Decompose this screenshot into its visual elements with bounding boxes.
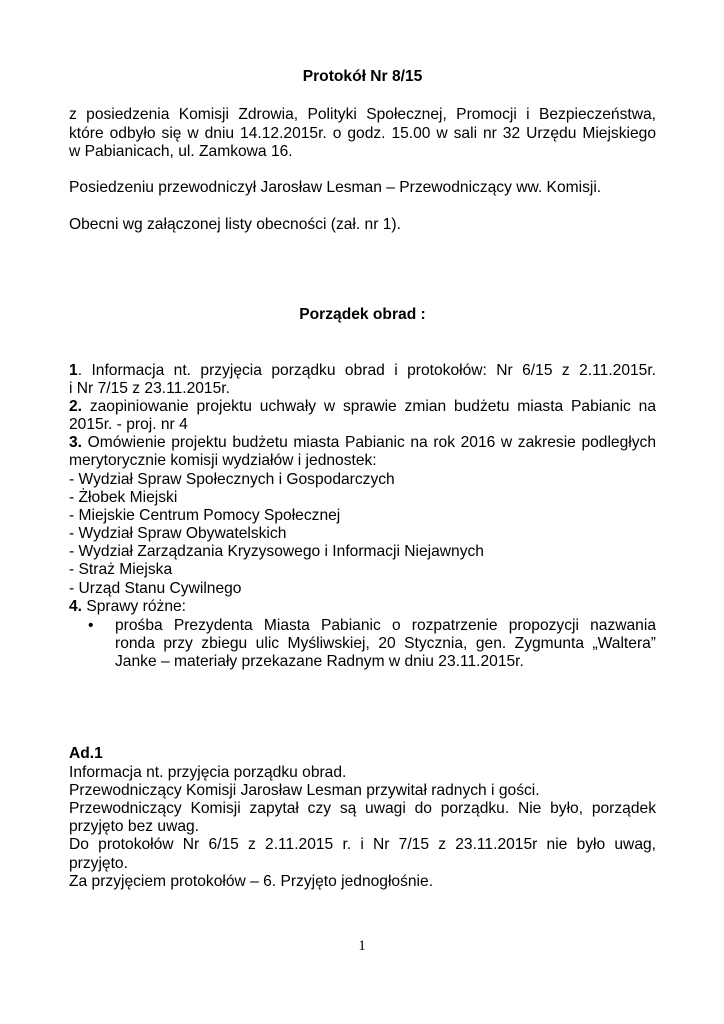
agenda-item-2-text: zaopiniowanie projektu uchwały w sprawie zmian budżetu miasta Pabianic na	[82, 398, 656, 415]
bullet-line-1: prośba Prezydenta Miasta Pabianic o rozpatrzenie propozycji nazwania	[115, 617, 656, 634]
ad1-line-3: Przewodniczący Komisji zapytał czy są uwagi do porządku. Nie było, porządek	[69, 800, 656, 817]
bullet-line-3: Janke – materiały przekazane Radnym w dniu 23.11.2015r.	[115, 653, 524, 670]
intro-line-1: z posiedzenia Komisji Zdrowia, Polityki Społecznej, Promocji i Bezpieczeństwa,	[69, 106, 656, 123]
agenda-item-3-number: 3.	[69, 434, 83, 451]
unit-list-item: - Żłobek Miejski	[69, 489, 178, 506]
agenda-item-2-number: 2.	[69, 398, 83, 415]
ad1-line-1: Informacja nt. przyjęcia porządku obrad.	[69, 764, 347, 781]
agenda-item-4-line-1	[69, 598, 656, 615]
ad1-heading: Ad.1	[69, 745, 103, 762]
agenda-item-3-text: Omówienie projektu budżetu miasta Pabianic na rok 2016 w zakresie podległych	[82, 434, 656, 451]
bullet-line-2: ronda przy zbiegu ulic Myśliwskiej, 20 Stycznia, gen. Zygmunta „Waltera”	[115, 635, 656, 652]
page-number: 1	[358, 938, 366, 954]
document-title: Protokół Nr 8/15	[302, 68, 423, 85]
bullet-dot-icon: •	[88, 617, 94, 634]
agenda-item-1-line-2: i Nr 7/15 z 23.11.2015r.	[69, 380, 230, 397]
intro-line-2: które odbyło się w dniu 14.12.2015r. o godz. 15.00 w sali nr 32 Urzędu Miejskiego	[69, 125, 656, 142]
attendance-statement: Obecni wg załączonej listy obecności (zał. nr 1).	[69, 216, 401, 233]
unit-list-item: - Miejskie Centrum Pomocy Społecznej	[69, 507, 341, 524]
ad1-line-4: przyjęto bez uwag.	[69, 818, 200, 835]
ad1-line-2: Przewodniczący Komisji Jarosław Lesman przywitał radnych i gości.	[69, 782, 540, 799]
unit-list-item: - Wydział Spraw Społecznych i Gospodarczych	[69, 471, 395, 488]
unit-list-item: - Urząd Stanu Cywilnego	[69, 580, 242, 597]
unit-list-item: - Wydział Spraw Obywatelskich	[69, 525, 287, 542]
agenda-item-1-line-1	[69, 362, 656, 379]
agenda-item-4-text: Sprawy różne:	[82, 598, 187, 615]
agenda-heading: Porządek obrad :	[299, 306, 426, 323]
agenda-item-1-number: 1	[69, 362, 78, 379]
agenda-item-3-line-1	[69, 434, 656, 451]
agenda-item-2-line-2: 2015r. - proj. nr 4	[69, 416, 188, 433]
agenda-item-1-text: . Informacja nt. przyjęcia porządku obrad i protokołów: Nr 6/15 z 2.11.2015r.	[77, 362, 656, 379]
chair-statement: Posiedzeniu przewodniczył Jarosław Lesman – Przewodniczący ww. Komisji.	[69, 179, 602, 196]
ad1-line-6: przyjęto.	[69, 855, 128, 872]
agenda-item-3-line-2: merytorycznie komisji wydziałów i jednostek:	[69, 452, 377, 469]
intro-line-3: w Pabianicach, ul. Zamkowa 16.	[69, 143, 293, 160]
agenda-item-4-number: 4.	[69, 598, 83, 615]
ad1-line-7: Za przyjęciem protokołów – 6. Przyjęto jednogłośnie.	[69, 873, 434, 890]
ad1-line-5: Do protokołów Nr 6/15 z 2.11.2015 r. i Nr 7/15 z 23.11.2015r nie było uwag,	[69, 836, 656, 853]
agenda-item-2-line-1	[69, 398, 656, 415]
unit-list-item: - Straż Miejska	[69, 561, 173, 578]
unit-list-item: - Wydział Zarządzania Kryzysowego i Informacji Niejawnych	[69, 543, 484, 560]
